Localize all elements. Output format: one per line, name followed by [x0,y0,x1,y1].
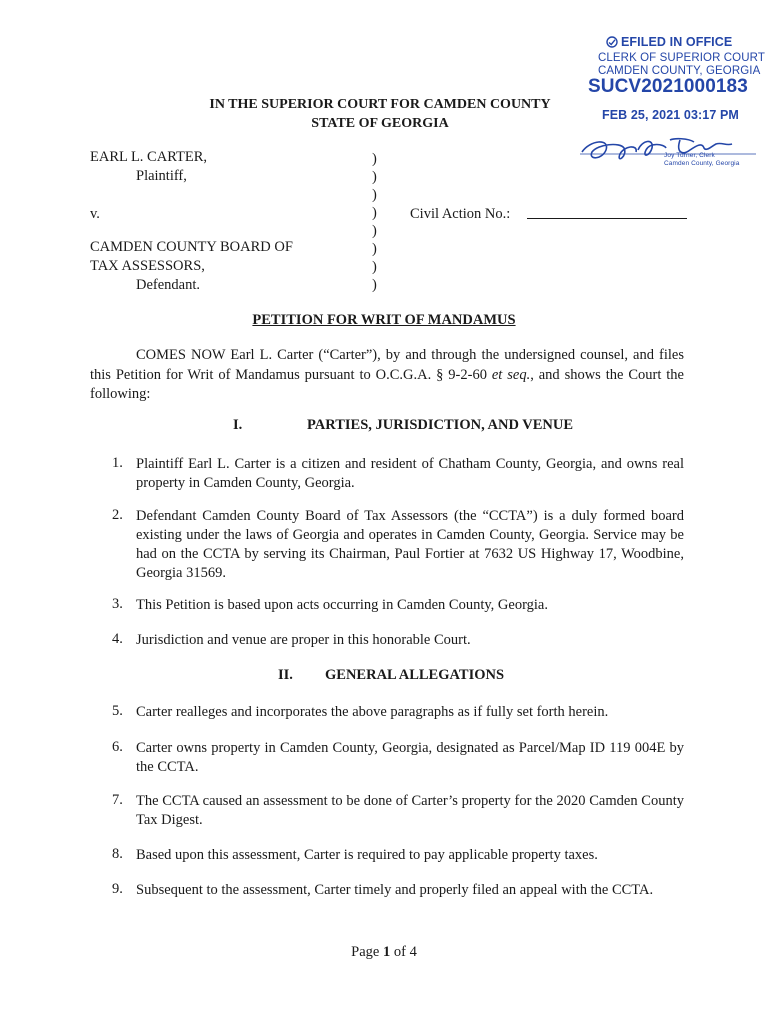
paragraph-text: Plaintiff Earl L. Carter is a citizen and resident of Chatham County, Georgia, and owns real property in Camden County, Georgia. [136,456,684,491]
clerk-label: CLERK OF SUPERIOR COURT [598,52,765,64]
paragraph-number: 8. [112,846,123,862]
plaintiff-role: Plaintiff, [136,168,187,184]
case-number: SUCV2021000183 [588,76,748,97]
caption-paren: ) [372,169,377,185]
paragraph-number: 3. [112,596,123,612]
civil-action-label: Civil Action No.: [410,206,511,222]
paragraph-number: 9. [112,881,123,897]
versus: v. [90,206,100,222]
court-name: IN THE SUPERIOR COURT FOR CAMDEN COUNTY [209,97,551,112]
paragraph-text: The CCTA caused an assessment to be done of Carter’s property for the 2020 Camden County Tax Digest. [136,793,684,828]
plaintiff-name: EARL L. CARTER, [90,149,208,165]
efiled-label: EFILED IN OFFICE [621,35,733,49]
paragraph-number: 2. [112,507,123,523]
page-total: 4 [409,944,417,960]
section-heading: GENERAL ALLEGATIONS [325,667,505,683]
paragraph-text: Subsequent to the assessment, Carter timely and properly filed an appeal with the CCTA. [136,882,654,898]
section-heading: PARTIES, JURISDICTION, AND VENUE [307,417,574,433]
paragraph-number: 1. [112,455,123,471]
caption-paren: ) [372,151,377,167]
paragraph-number: 4. [112,631,123,647]
defendant-name-line1: CAMDEN COUNTY BOARD OF [90,239,293,255]
page-number: 1 [382,944,391,960]
caption-paren: ) [372,223,377,239]
section-numeral: I. [233,417,243,433]
signer-name: Joy Turner, Clerk [664,152,715,159]
caption-paren: ) [372,241,377,257]
paragraph-number: 7. [112,792,123,808]
filed-datetime: FEB 25, 2021 03:17 PM [602,108,739,122]
signer-county: Camden County, Georgia [664,160,740,167]
paragraph-text: Defendant Camden County Board of Tax Assessors (the “CCTA”) is a duly formed board existing under the laws of Georgia and operates in Camden County, Georgia. Service may be had on the CCTA by serving its Chairman, Paul Fortier at 7632 US Highway 17, Woodbine, Georgia 31569. [136,508,684,581]
caption-paren: ) [372,205,377,221]
paragraph-text: Carter realleges and incorporates the above paragraphs as if fully set forth herein. [136,704,609,720]
county-label: CAMDEN COUNTY, GEORGIA [598,65,761,77]
paragraph-text: Based upon this assessment, Carter is required to pay applicable property taxes. [136,847,598,863]
paragraph-number: 6. [112,739,123,755]
seal-icon [606,36,618,48]
paragraph-text: This Petition is based upon acts occurring in Camden County, Georgia. [136,597,548,613]
civil-action-number-blank [527,218,687,219]
caption-paren: ) [372,277,377,293]
paragraph-number: 5. [112,703,123,719]
caption-paren: ) [372,259,377,275]
section-numeral: II. [278,667,293,683]
paragraph-text: Jurisdiction and venue are proper in this honorable Court. [136,632,471,648]
defendant-role: Defendant. [136,277,201,293]
page-footer: Page 1 of 4 [351,944,417,960]
intro-paragraph: COMES NOW Earl L. Carter (“Carter”), by and through the undersigned counsel, and files this Petition for Writ of Mandamus pursuant to O.C.G.A. § 9-2-60 et seq., and shows the Court the following: [90,347,684,402]
court-state: STATE OF GEORGIA [311,116,449,131]
paragraph-text: Carter owns property in Camden County, Georgia, designated as Parcel/Map ID 119 004E by the CCTA. [136,740,684,775]
caption-paren: ) [372,187,377,203]
defendant-name-line2: TAX ASSESSORS, [90,258,205,274]
document-title: PETITION FOR WRIT OF MANDAMUS [252,312,516,328]
